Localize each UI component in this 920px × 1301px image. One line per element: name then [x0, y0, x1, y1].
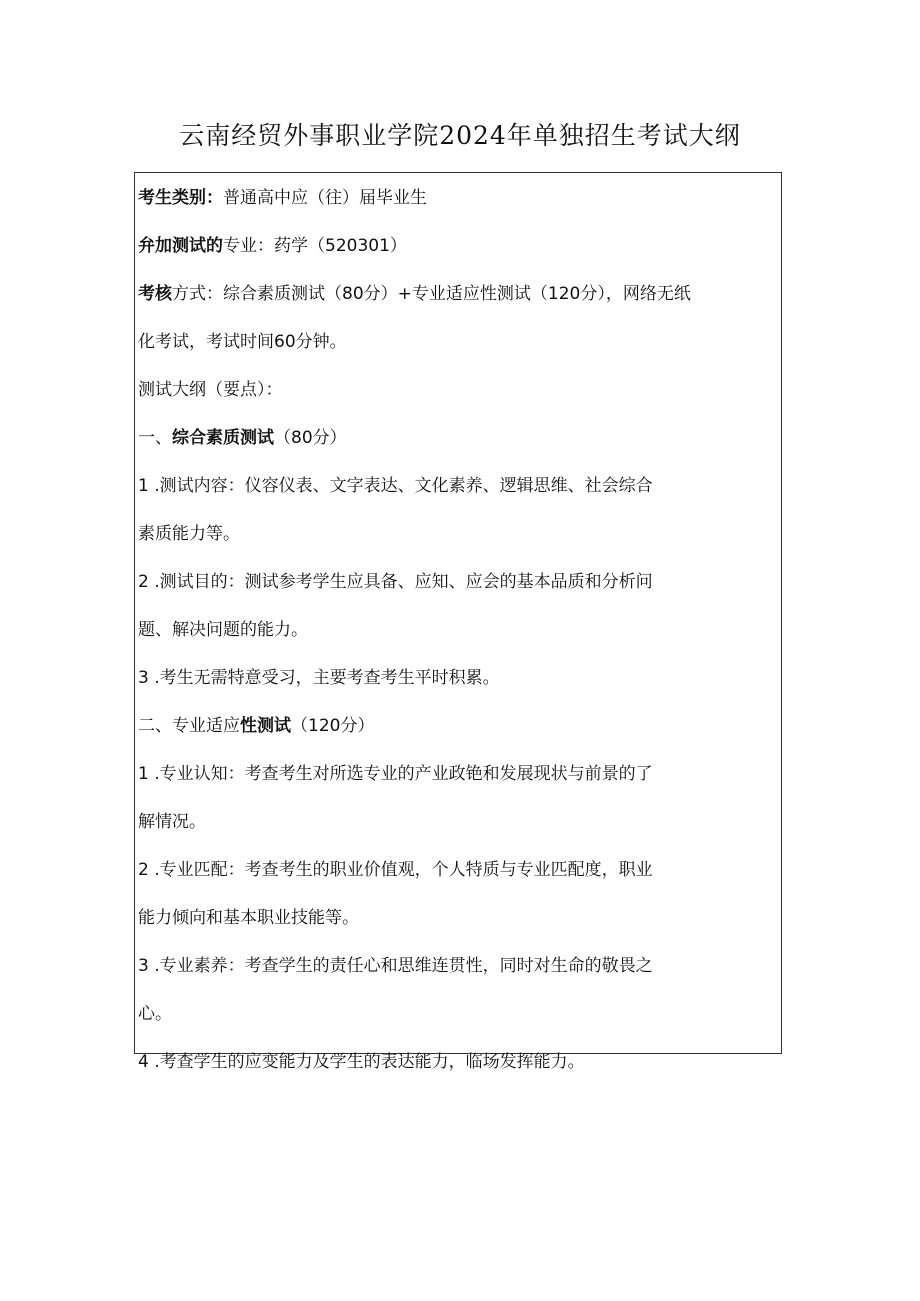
section1-item-3: 3 .考生无需特意受习，主要考查考生平时积累。 [138, 668, 500, 688]
method-label-rest: 方式： [172, 284, 223, 304]
section1-item-2: 2 .测试目的：测试参考学生应具备、应知、应会的基本品质和分析问 [138, 572, 653, 592]
page-title: 云南经贸外事职业学院2024年单独招生考试大纲 [179, 121, 741, 150]
category-label: 考生类别： [138, 188, 223, 208]
section2-score: （120分） [291, 716, 375, 736]
outline-table [134, 172, 782, 1072]
section2-item-3-continued: 心。 [138, 1004, 172, 1024]
section2-heading [135, 702, 781, 750]
section2-item-2-continued: 能力倾向和基本职业技能等。 [138, 908, 359, 928]
section2-item-2: 2 .专业匹配：考查考生的职业价值观，个人特质与专业匹配度，职业 [138, 860, 653, 880]
method-label: 考核 [138, 284, 172, 304]
section2-item-4: 4 .考查学生的应变能力及学生的表达能力，临场发挥能力。 [138, 1052, 585, 1072]
section2-title: 性测试 [240, 716, 291, 736]
section1-prefix: 一、 [138, 428, 172, 448]
outline-heading: 测试大纲（要点）： [138, 380, 283, 400]
section1-item-1: 1 .测试内容：仪容仪表、文字表达、文化素养、逻辑思维、社会综合 [138, 476, 653, 496]
section2-prefix: 二、专业适应 [138, 716, 240, 736]
method-value-line1: 综合素质测试（80分）+专业适应性测试（120分），网络无纸 [223, 284, 691, 304]
method-row-continued: 化考试，考试时间60分钟。 [138, 332, 347, 352]
section2-item-3: 3 .专业素养：考查学生的责任心和思维连贯性，同时对生命的敬畏之 [138, 956, 653, 976]
section2-item-1-continued: 解情况。 [138, 812, 206, 832]
category-value: 普通高中应（往）届毕业生 [223, 188, 427, 208]
section1-title: 综合素质测试 [172, 428, 274, 448]
major-label: 弁加测试的 [138, 236, 223, 256]
section1-heading [135, 414, 781, 462]
method-row [135, 270, 781, 318]
section1-item-2-continued: 题、解决问题的能力。 [138, 620, 308, 640]
major-label-rest: 专业： [223, 236, 274, 256]
section2-item-1: 1 .专业认知：考查考生对所选专业的产业政铯和发展现状与前景的了 [138, 764, 653, 784]
major-value: 药学（520301） [274, 236, 407, 256]
section1-item-1-continued: 素质能力等。 [138, 524, 240, 544]
section1-score: （80分） [274, 428, 347, 448]
category-row [135, 174, 781, 222]
major-row [135, 222, 781, 270]
